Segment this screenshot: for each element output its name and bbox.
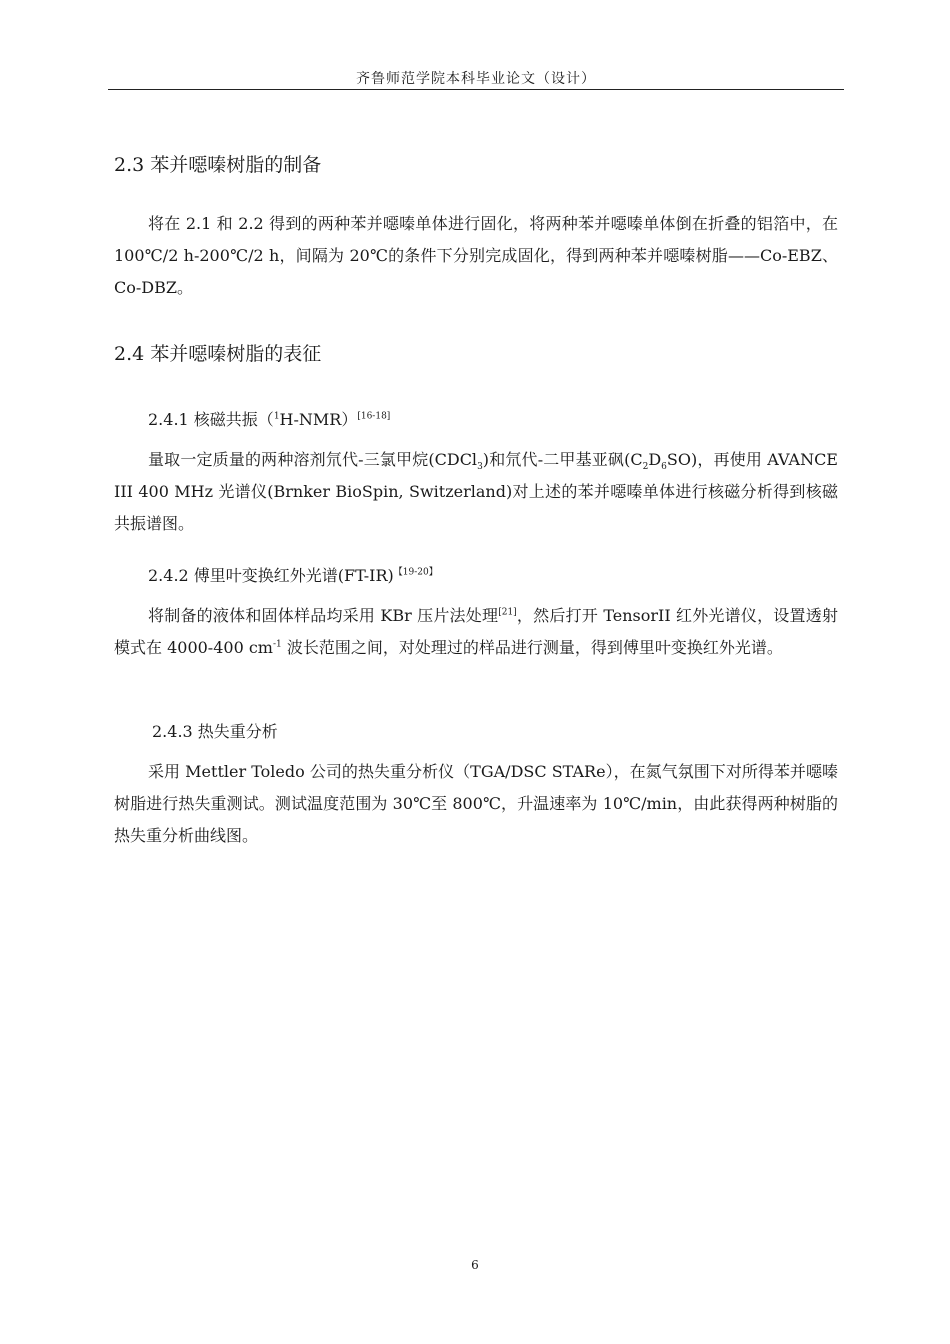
- superscript-1: 1: [273, 411, 280, 422]
- text-run: 波长范围之间，对处理过的样品进行测量，得到傅里叶变换红外光谱。: [281, 638, 783, 657]
- paragraph-preparation: 将在 2.1 和 2.2 得到的两种苯并噁嗪单体进行固化，将两种苯并噁嗪单体倒在折叠的铝箔中，在 100℃/2 h-200℃/2 h，间隔为 20℃的条件下分别完成固化，得到两种苯并噁嗪树脂——Co-EBZ、Co-DBZ。: [114, 214, 838, 297]
- subheading-2-4-1: [148, 407, 390, 430]
- subheading-text: 2.4.2 傅里叶变换红外光谱(FT-IR): [148, 566, 394, 585]
- text-run: ，然后打开 TensorII 红外光谱仪，设置透射模式在 4000-400 cm: [114, 606, 838, 657]
- section-heading-2-4: 2.4 苯并噁嗪树脂的表征: [114, 343, 322, 365]
- paragraph-ftir: [114, 600, 838, 664]
- subheading-text: H-NMR）: [279, 410, 358, 429]
- subscript: 2: [642, 462, 649, 473]
- text-run: SO)，再使用 AVANCE III 400 MHz 光谱仪(Brnker BioSpin, Switzerland)对上述的苯并噁嗪单体进行核磁分析得到核磁共振谱图。: [114, 450, 838, 533]
- running-header: 齐鲁师范学院本科毕业论文（设计）: [356, 71, 596, 87]
- subscript: 3: [477, 462, 483, 473]
- text-run: )和氘代-二甲基亚砜(C: [482, 450, 643, 469]
- citation-ref: [16-18]: [357, 411, 391, 422]
- subscript: 6: [661, 462, 667, 473]
- citation-ref: 【19-20】: [393, 567, 438, 578]
- subheading-2-4-3: 2.4.3 热失重分析: [152, 722, 278, 741]
- subheading-2-4-2: [148, 563, 438, 586]
- text-run: 量取一定质量的两种溶剂氘代-三氯甲烷(CDCl: [148, 450, 478, 469]
- header-rule: [108, 89, 844, 90]
- paragraph-nmr: [114, 444, 838, 540]
- citation-ref: [21]: [498, 607, 517, 618]
- section-heading-2-3: 2.3 苯并噁嗪树脂的制备: [114, 154, 322, 176]
- paragraph-tga: 采用 Mettler Toledo 公司的热失重分析仪（TGA/DSC STARe），在氮气氛围下对所得苯并噁嗪树脂进行热失重测试。测试温度范围为 30℃至 800℃，升温速率为 10℃/min，由此获得两种树脂的热失重分析曲线图。: [114, 762, 838, 845]
- page-number: 6: [471, 1258, 479, 1272]
- text-run: 将制备的液体和固体样品均采用 KBr 压片法处理: [148, 606, 499, 625]
- text-run: D: [648, 450, 662, 469]
- subheading-text: 2.4.1 核磁共振（: [148, 410, 274, 429]
- superscript: -1: [272, 639, 282, 650]
